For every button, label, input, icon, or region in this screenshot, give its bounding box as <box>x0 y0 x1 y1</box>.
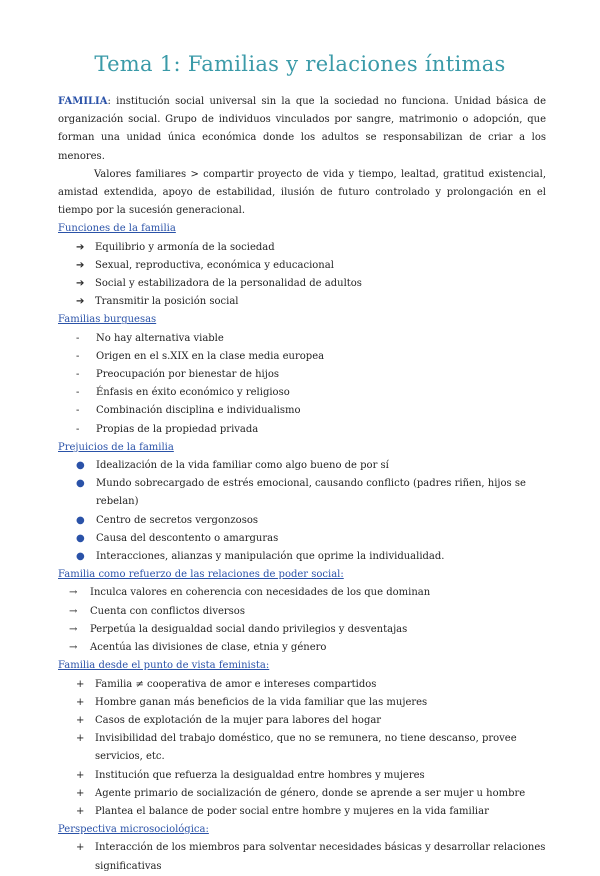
arrow-right-icon: → <box>69 623 78 635</box>
plus-icon: + <box>76 714 85 726</box>
bullet-icon: ● <box>76 551 85 563</box>
list-item: ● Mundo sobrecargado de estrés emocional, causando conflicto (padres riñen, hijos se rebelan) <box>58 475 546 511</box>
bullet-icon: ● <box>76 532 85 544</box>
list-prejuicios <box>58 457 546 566</box>
arrow-right-icon: → <box>69 605 78 617</box>
list-item: → Acentúa las divisiones de clase, etnia y género <box>58 639 546 657</box>
list-item: ● Causa del descontento o amarguras <box>58 530 546 548</box>
values-paragraph: Valores familiares > compartir proyecto de vida y tiempo, lealtad, gratitud existencial, amistad extendida, apoyo de estabilidad, ilusión de futuro controlado y prolongación en el tiempo por la sucesión generacional. <box>58 168 546 217</box>
list-item: → Inculca valores en coherencia con necesidades de los que dominan <box>58 584 546 602</box>
definition-paragraph <box>58 93 546 166</box>
bullet-icon: ● <box>76 460 85 472</box>
list-item: ➔ Social y estabilizadora de la personalidad de adultos <box>58 275 546 293</box>
dash-icon: - <box>76 405 80 417</box>
plus-icon: + <box>76 696 85 708</box>
section-heading-prejuicios: Prejuicios de la familia <box>58 441 174 453</box>
list-item: + Institución que refuerza la desigualdad entre hombres y mujeres <box>58 767 546 785</box>
list-item: ● Interacciones, alianzas y manipulación que oprime la individualidad. <box>58 548 546 566</box>
list-item: ➔ Transmitir la posición social <box>58 293 546 311</box>
arrow-icon: ➔ <box>76 241 85 253</box>
plus-icon: + <box>76 787 85 799</box>
plus-icon: + <box>76 769 85 781</box>
list-feminista <box>58 676 546 822</box>
dash-icon: - <box>76 387 80 399</box>
section-heading-micro: Perspectiva microsociológica: <box>58 824 209 836</box>
list-item: + Plantea el balance de poder social entre hombre y mujeres en la vida familiar <box>58 803 546 821</box>
list-item: + Hombre ganan más beneficios de la vida familiar que las mujeres <box>58 694 546 712</box>
section-heading-feminista: Familia desde el punto de vista feminista: <box>58 660 270 672</box>
list-funciones <box>58 239 546 312</box>
arrow-right-icon: → <box>69 642 78 654</box>
list-item: + Interacción de los miembros para solventar necesidades básicas y desarrollar relaciones significativas <box>58 839 546 875</box>
list-burguesas <box>58 330 546 439</box>
list-item: - Origen en el s.XIX en la clase media europea <box>58 348 546 366</box>
section-heading-burguesas: Familias burguesas <box>58 314 157 326</box>
document-body <box>58 93 546 876</box>
list-item: + Casos de explotación de la mujer para labores del hogar <box>58 712 546 730</box>
list-item: + Familia ≠ cooperativa de amor e intereses compartidos <box>58 676 546 694</box>
bullet-icon: ● <box>76 514 85 526</box>
list-poder <box>58 584 546 657</box>
list-item: ● Idealización de la vida familiar como algo bueno de por sí <box>58 457 546 475</box>
arrow-icon: ➔ <box>76 278 85 290</box>
list-micro <box>58 839 546 875</box>
definition-text: : institución social universal sin la que la sociedad no funciona. Unidad básica de organización social. Grupo de individuos vinculados por sangre, matrimonio o adopción, que forman una unidad única económica donde los adultos se responsabilizan de criar a los menores. <box>58 96 546 162</box>
section-heading-poder: Familia como refuerzo de las relaciones de poder social: <box>58 569 344 581</box>
plus-icon: + <box>76 678 85 690</box>
list-item: ● Centro de secretos vergonzosos <box>58 512 546 530</box>
dash-icon: - <box>76 350 80 362</box>
definition-term: FAMILIA <box>58 96 108 107</box>
arrow-icon: ➔ <box>76 259 85 271</box>
section-heading-funciones: Funciones de la familia <box>58 223 176 235</box>
dash-icon: - <box>76 369 80 381</box>
plus-icon: + <box>76 842 85 854</box>
list-item: - Énfasis en éxito económico y religioso <box>58 384 546 402</box>
arrow-right-icon: → <box>69 587 78 599</box>
dash-icon: - <box>76 423 80 435</box>
list-item: - No hay alternativa viable <box>58 330 546 348</box>
arrow-icon: ➔ <box>76 296 85 308</box>
list-item: - Propias de la propiedad privada <box>58 421 546 439</box>
list-item: - Preocupación por bienestar de hijos <box>58 366 546 384</box>
list-item: ➔ Sexual, reproductiva, económica y educacional <box>58 257 546 275</box>
plus-icon: + <box>76 805 85 817</box>
page-title: Tema 1: Familias y relaciones íntimas <box>94 52 506 76</box>
plus-icon: + <box>76 733 85 745</box>
bullet-icon: ● <box>76 478 85 490</box>
list-item: ➔ Equilibrio y armonía de la sociedad <box>58 239 546 257</box>
list-item: + Agente primario de socialización de género, donde se aprende a ser mujer u hombre <box>58 785 546 803</box>
list-item: + Invisibilidad del trabajo doméstico, que no se remunera, no tiene descanso, provee servicios, etc. <box>58 730 546 766</box>
dash-icon: - <box>76 332 80 344</box>
list-item: - Combinación disciplina e individualismo <box>58 402 546 420</box>
list-item: → Perpetúa la desigualdad social dando privilegios y desventajas <box>58 621 546 639</box>
list-item: → Cuenta con conflictos diversos <box>58 603 546 621</box>
